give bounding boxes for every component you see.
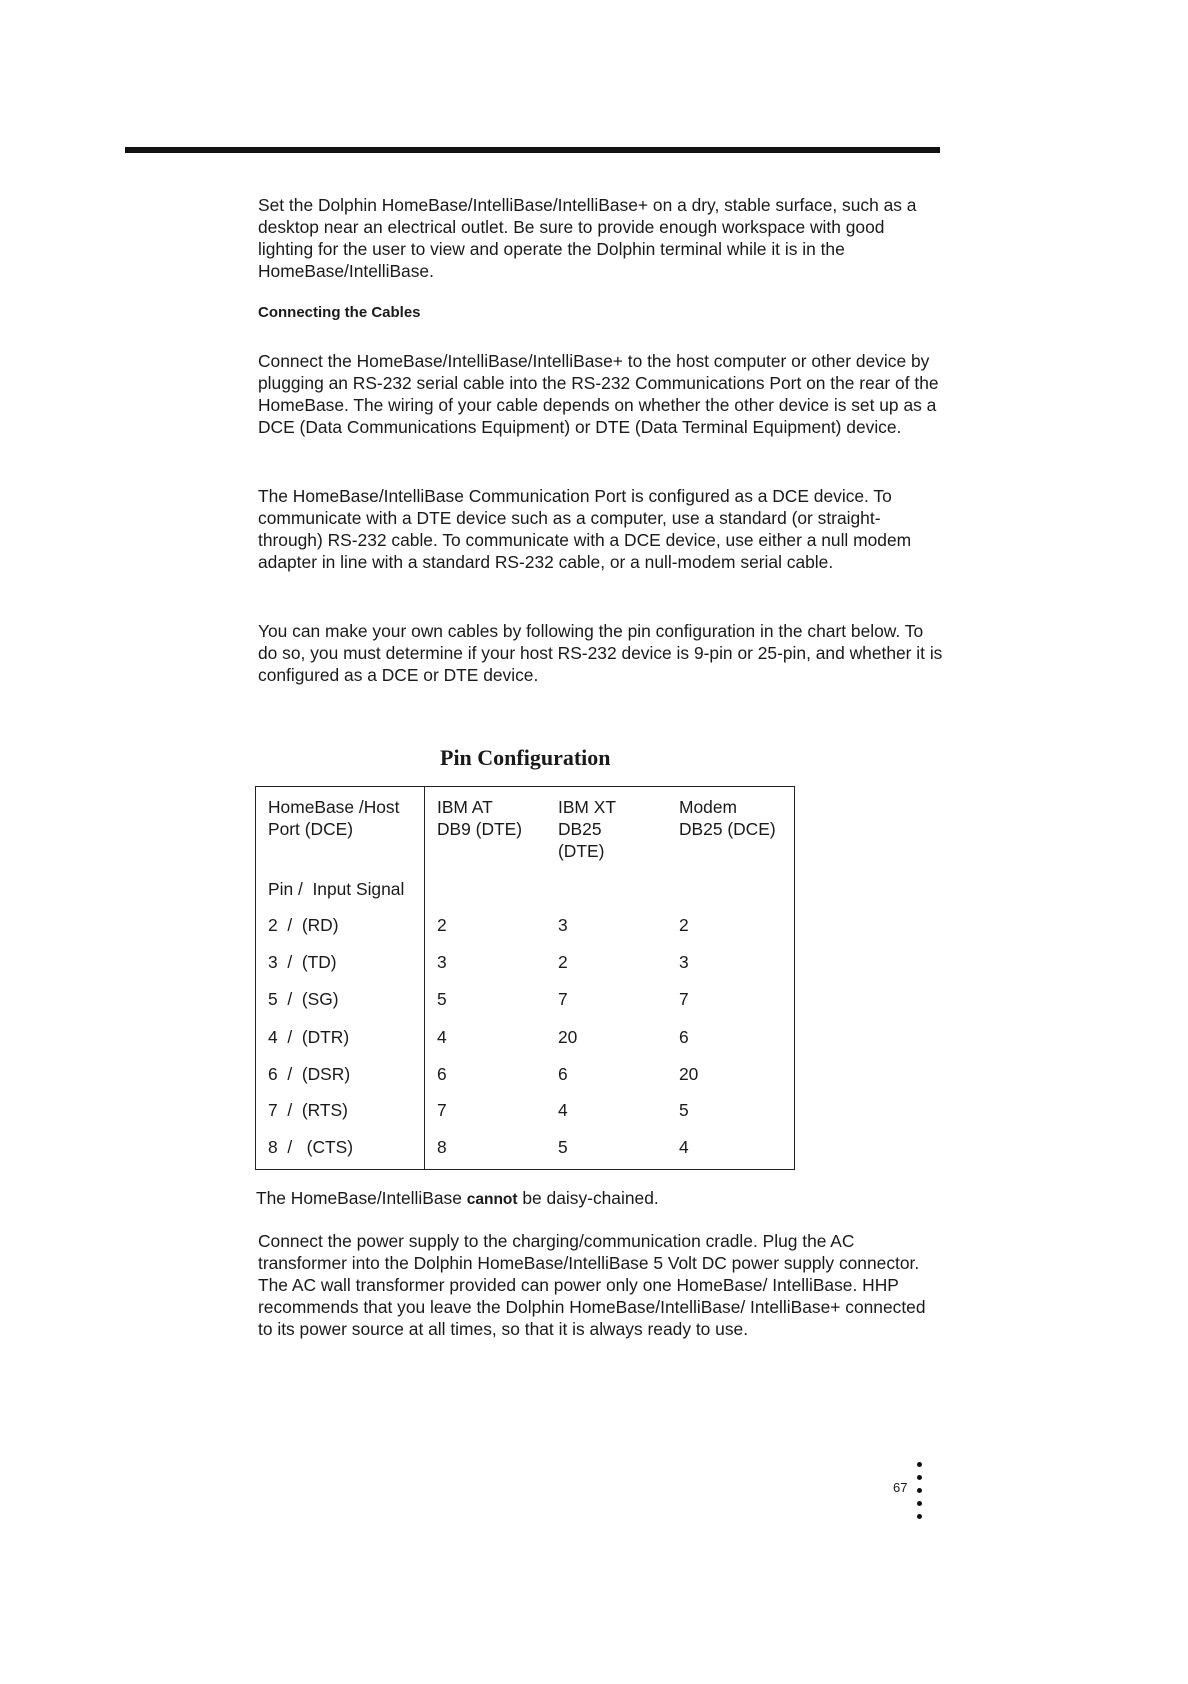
table-cell: 2 / (RD) (268, 915, 339, 935)
custom-cable-paragraph: You can make your own cables by following the pin configuration in the chart below. To do so, you must determine if your host RS-232 device is 9-pin or 25-pin, and whether it is configured as a DCE or DTE device. (258, 621, 943, 685)
table-cell: 20 (679, 1064, 699, 1084)
table-cell: 2 (558, 952, 568, 972)
table-cell: 5 (437, 989, 447, 1009)
table-cell: 7 (558, 989, 568, 1009)
power-paragraph: Connect the power supply to the charging/communication cradle. Plug the AC transformer into the Dolphin HomeBase/IntelliBase 5 Volt DC power supply connector. The AC wall transformer provided can power only one HomeBase/ IntelliBase. HHP recommends that you leave the Dolphin HomeBase/IntelliBase/ IntelliBase+ connected to its power source at all times, so that it is always ready to use. (258, 1231, 926, 1339)
table-cell: 3 (679, 952, 689, 972)
cables-paragraph: Connect the HomeBase/IntelliBase/IntelliBase+ to the host computer or other device by plugging an RS-232 serial cable into the RS-232 Communications Port on the rear of the HomeBase. The wiring of your cable depends on whether the other device is set up as a DCE (Data Communications Equipment) or DTE (Data Terminal Equipment) device. (258, 351, 939, 437)
section-heading: Connecting the Cables (258, 304, 421, 321)
table-cell: 5 (679, 1100, 689, 1120)
table-cell: 2 (679, 915, 689, 935)
table-cell: 5 (558, 1137, 568, 1157)
table-cell: 6 (558, 1064, 568, 1084)
top-rule (125, 147, 940, 153)
table-cell: 7 / (RTS) (268, 1100, 348, 1120)
note-text-before: The HomeBase/IntelliBase (256, 1188, 467, 1208)
dce-paragraph: The HomeBase/IntelliBase Communication Port is configured as a DCE device. To communicate with a DTE device such as a computer, use a standard (or straight-through) RS-232 cable. To communicate with a DCE device, use either a null modem adapter in line with a standard RS-232 cable, or a null-modem serial cable. (258, 486, 912, 572)
table-cell: 20 (558, 1027, 578, 1047)
table-title: Pin Configuration (440, 745, 611, 770)
note-emphasis: cannot (466, 1191, 518, 1208)
pin-configuration-table (255, 786, 795, 1170)
subheader-pin-signal: Pin / Input Signal (268, 879, 405, 899)
note-text-after: be daisy-chained. (517, 1188, 659, 1208)
column-divider (424, 787, 425, 1169)
table-cell: 5 / (SG) (268, 989, 339, 1009)
page-number: 67 (893, 1480, 908, 1495)
table-cell: 4 / (DTR) (268, 1027, 350, 1047)
dot-leader-decoration (917, 1462, 923, 1527)
table-cell: 3 (437, 952, 447, 972)
table-cell: 8 / (CTS) (268, 1137, 354, 1157)
header-ibm-at: IBM AT DB9 (DTE) (437, 797, 523, 839)
header-homebase: HomeBase /Host Port (DCE) (268, 797, 400, 839)
table-cell: 2 (437, 915, 447, 935)
table-cell: 4 (558, 1100, 568, 1120)
table-cell: 7 (679, 989, 689, 1009)
table-cell: 3 / (TD) (268, 952, 337, 972)
header-modem: Modem DB25 (DCE) (679, 797, 776, 839)
table-cell: 6 (679, 1027, 689, 1047)
table-cell: 8 (437, 1137, 447, 1157)
table-cell: 6 / (DSR) (268, 1064, 351, 1084)
intro-paragraph: Set the Dolphin HomeBase/IntelliBase/IntelliBase+ on a dry, stable surface, such as a desktop near an electrical outlet. Be sure to provide enough workspace with good lighting for the user to view and operate the Dolphin terminal while it is in the HomeBase/IntelliBase. (258, 195, 917, 281)
table-cell: 3 (558, 915, 568, 935)
table-cell: 7 (437, 1100, 447, 1120)
daisy-chain-note (256, 1188, 659, 1209)
header-ibm-xt: IBM XT DB25 (DTE) (558, 797, 616, 861)
table-cell: 4 (679, 1137, 689, 1157)
table-cell: 4 (437, 1027, 447, 1047)
table-cell: 6 (437, 1064, 447, 1084)
